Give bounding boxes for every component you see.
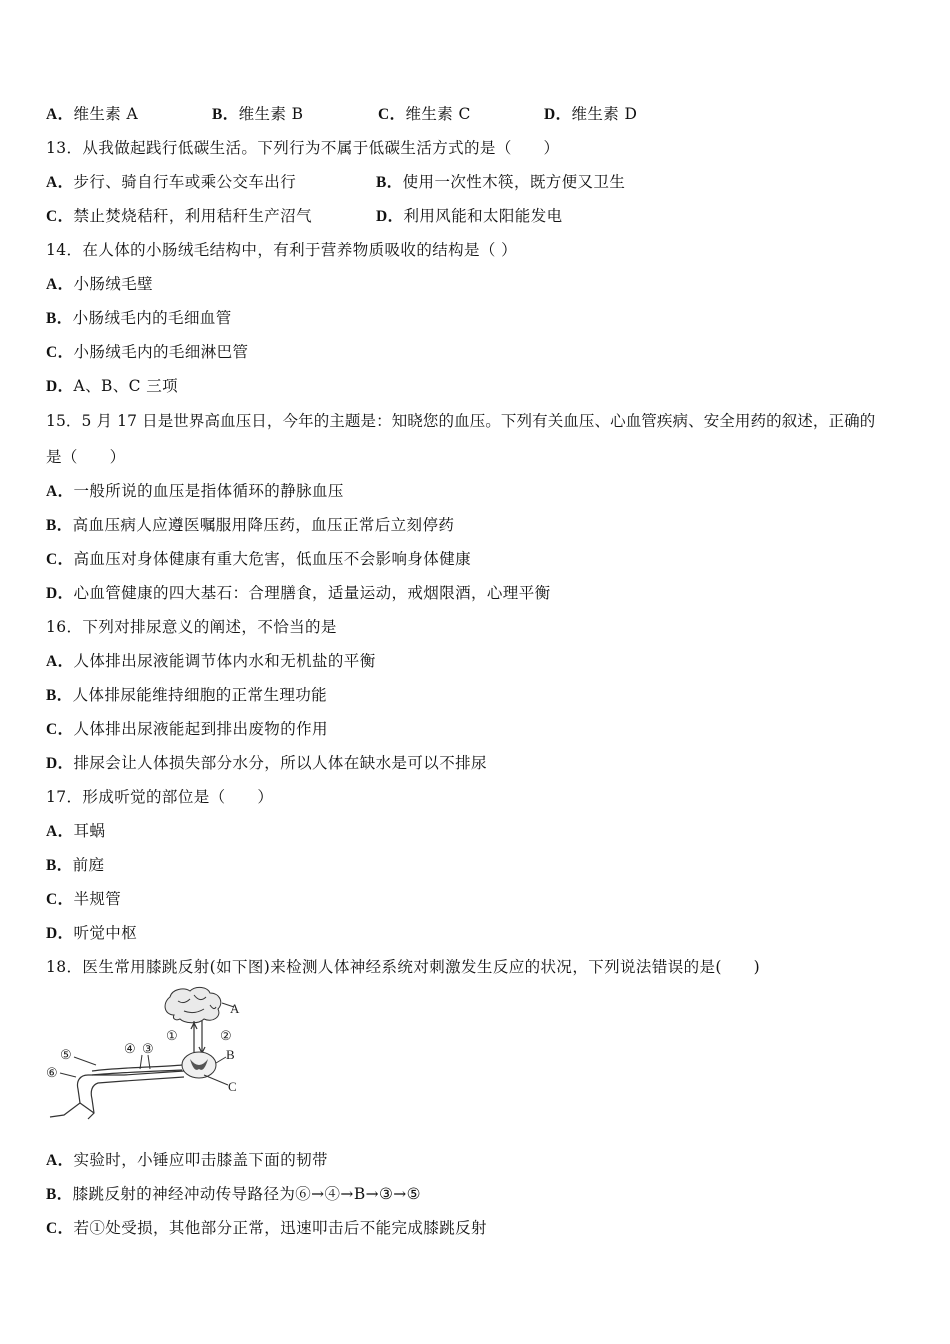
label-4: ④ [124, 1041, 136, 1056]
q16-option-a: A．人体排出尿液能调节体内水和无机盐的平衡 [46, 652, 376, 670]
spinal-cord-section [182, 1052, 216, 1078]
label-c: C [228, 1079, 237, 1094]
q16-option-b: B．人体排尿能维持细胞的正常生理功能 [46, 686, 328, 704]
label-a: A [230, 1001, 240, 1016]
knee-jerk-reflex-svg [44, 985, 244, 1125]
q15-option-c: C．高血压对身体健康有重大危害，低血压不会影响身体健康 [46, 550, 472, 568]
q18-option-b: B．膝跳反射的神经冲动传导路径为⑥→④→B→③→⑤ [46, 1185, 421, 1203]
q13-options-row-1 [46, 170, 625, 192]
q16-option-d: D．排尿会让人体损失部分水分，所以人体在缺水是可以不排尿 [46, 754, 487, 772]
q12-option-c: C．维生素 C [378, 105, 471, 123]
q13-option-c: C．禁止焚烧秸秆，利用秸秆生产沼气 [46, 207, 313, 225]
q18-option-a: A．实验时，小锤应叩击膝盖下面的韧带 [46, 1151, 328, 1169]
q17-option-b: B．前庭 [46, 856, 105, 874]
label-5: ⑤ [60, 1047, 72, 1062]
leg-illustration [50, 1071, 184, 1119]
q12-options-row [46, 102, 637, 124]
q14-stem: 14．在人体的小肠绒毛结构中，有利于营养物质吸收的结构是（ ） [46, 241, 518, 259]
q15-stem-line1: 15．5 月 17 日是世界高血压日，今年的主题是：知晓您的血压。下列有关血压、心血管疾病、安全用药的叙述，正确的 [46, 412, 876, 430]
q16-option-c: C．人体排出尿液能起到排出废物的作用 [46, 720, 328, 738]
q14-option-c: C．小肠绒毛内的毛细淋巴管 [46, 343, 249, 361]
label-3: ③ [142, 1041, 154, 1056]
q13-options-row-2 [46, 204, 563, 226]
brain-illustration [165, 987, 221, 1022]
q14-option-a: A．小肠绒毛壁 [46, 275, 154, 293]
label-line-5 [74, 1057, 96, 1065]
knee-jerk-reflex-diagram [44, 985, 244, 1125]
label-2: ② [220, 1028, 232, 1043]
spinal-tracts [191, 1021, 205, 1055]
q18-stem: 18．医生常用膝跳反射(如下图)来检测人体神经系统对刺激发生反应的状况，下列说法错误的是( ) [46, 958, 761, 976]
label-b: B [226, 1047, 235, 1062]
q15-option-a: A．一般所说的血压是指体循环的静脉血压 [46, 482, 344, 500]
q17-stem: 17．形成听觉的部位是（ ） [46, 788, 274, 806]
label-line-c [204, 1075, 228, 1085]
q14-option-d: D．A、B、C 三项 [46, 377, 179, 395]
q18-option-c: C．若①处受损，其他部分正常，迅速叩击后不能完成膝跳反射 [46, 1219, 487, 1237]
q13-option-a: A．步行、骑自行车或乘公交车出行 [46, 173, 297, 191]
label-1: ① [166, 1028, 178, 1043]
q13-option-d: D．利用风能和太阳能发电 [376, 207, 563, 225]
q12-option-d: D．维生素 D [544, 105, 638, 123]
q14-option-b: B．小肠绒毛内的毛细血管 [46, 309, 232, 327]
q15-option-b: B．高血压病人应遵医嘱服用降压药，血压正常后立刻停药 [46, 516, 455, 534]
reflex-nerves [92, 1065, 182, 1075]
label-6: ⑥ [46, 1065, 58, 1080]
q17-option-d: D．听觉中枢 [46, 924, 138, 942]
q17-option-a: A．耳蜗 [46, 822, 106, 840]
q13-stem: 13．从我做起践行低碳生活。下列行为不属于低碳生活方式的是（ ） [46, 139, 560, 157]
q12-option-a: A．维生素 A [46, 105, 139, 123]
label-line-6 [60, 1073, 76, 1077]
label-line-b [216, 1057, 226, 1063]
q17-option-c: C．半规管 [46, 890, 122, 908]
q15-stem-line2: 是（ ） [46, 448, 126, 466]
q12-option-b: B．维生素 B [212, 105, 304, 123]
q13-option-b: B．使用一次性木筷，既方便又卫生 [376, 173, 626, 191]
q15-option-d: D．心血管健康的四大基石：合理膳食，适量运动，戒烟限酒，心理平衡 [46, 584, 551, 602]
q16-stem: 16．下列对排尿意义的阐述，不恰当的是 [46, 618, 337, 636]
